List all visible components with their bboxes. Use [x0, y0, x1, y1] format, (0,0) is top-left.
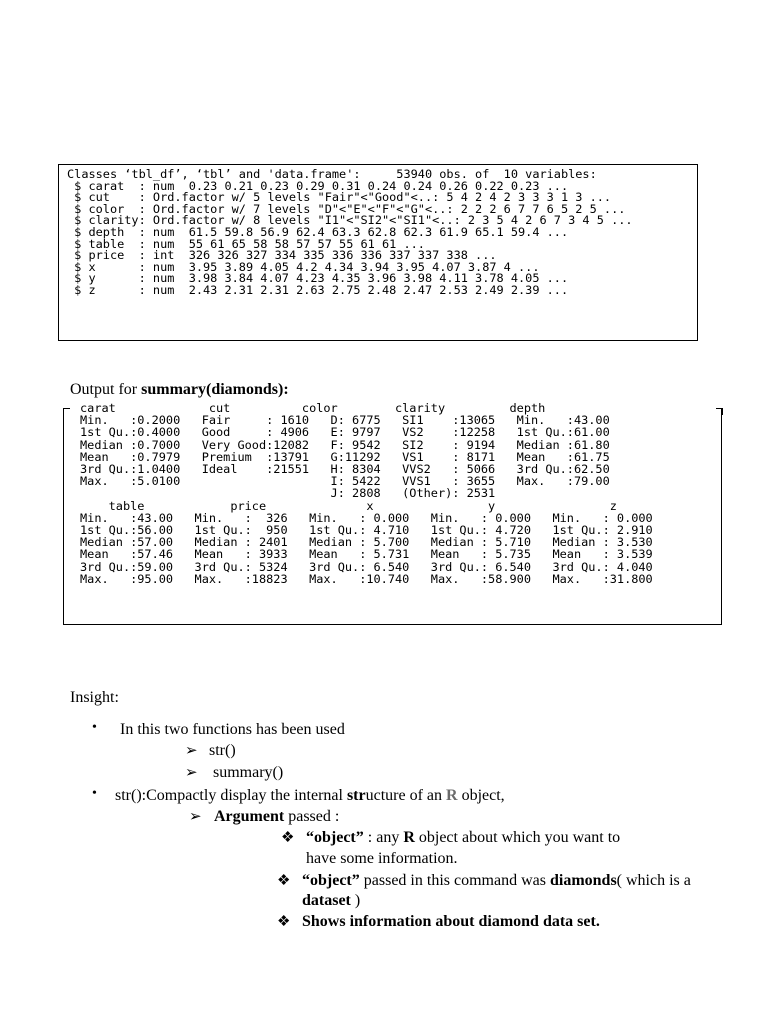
argument-passed	[214, 807, 339, 827]
object-desc-post: object about which you want to	[414, 829, 621, 846]
summary-output-line: Max. :95.00 Max. :18823 Max. :10.740 Max. :58.900 Max. :31.800	[80, 571, 653, 586]
r-bold: R	[403, 829, 415, 846]
function-str: str()	[209, 742, 236, 759]
bullet-icon: •	[92, 786, 97, 801]
r-language-label: R	[446, 787, 458, 804]
object-passed-mid: passed in this command was	[359, 872, 550, 889]
summary-output-line: table price x y z	[108, 498, 617, 513]
str-output-text	[59, 165, 697, 297]
function-summary: summary()	[213, 764, 284, 781]
arrow-bullet-icon: ➢	[185, 765, 198, 781]
argument-rest: passed :	[284, 808, 340, 825]
summary-output-box	[63, 401, 722, 625]
str-output-line: $ color : Ord.factor w/ 7 levels "D"<"E"<"F"<"G"<..: 2 2 2 6 7 7 6 5 2 5 ...	[74, 201, 626, 216]
summary-output-line: carat cut color clarity depth	[80, 401, 546, 415]
str-output-line: $ depth : num 61.5 59.8 56.9 62.4 63.3 62.8 62.3 61.9 65.1 59.4 ...	[74, 224, 569, 239]
summary-output-text	[64, 402, 721, 585]
str-output-line: $ carat : num 0.23 0.21 0.23 0.29 0.31 0.24 0.24 0.26 0.22 0.23 ...	[74, 178, 569, 193]
str-output-box	[58, 164, 698, 341]
bullet-str-description	[115, 786, 505, 806]
object-passed-line1	[302, 871, 691, 891]
str-desc-bold: str	[346, 787, 366, 804]
diamond-bullet-icon: ❖	[277, 914, 291, 930]
arrow-bullet-icon: ➢	[185, 743, 198, 759]
summary-title-bold: summary(diamonds):	[141, 381, 289, 398]
str-output-line: $ cut : Ord.factor w/ 5 levels "Fair"<"Good"<..: 5 4 2 4 2 3 3 3 1 3 ...	[74, 190, 612, 205]
summary-output-line: 1st Qu.:0.4000 Good : 4906 E: 9797 VS2 :12258 1st Qu.:61.00	[80, 425, 610, 440]
insight-heading: Insight:	[70, 689, 119, 706]
object-description-line1	[306, 828, 620, 848]
str-desc-prefix: str():Compactly display the internal	[115, 787, 347, 804]
object-desc-pre: : any	[363, 829, 404, 846]
argument-bold: Argument	[214, 808, 285, 825]
summary-output-line: 3rd Qu.:59.00 3rd Qu.: 5324 3rd Qu.: 6.540 3rd Qu.: 6.540 3rd Qu.: 4.040	[80, 559, 653, 574]
bullet-icon: •	[92, 720, 97, 735]
object-description-line2: have some information.	[306, 850, 458, 867]
summary-output-line: Median :0.7000 Very Good:12082 F: 9542 SI2 : 9194 Median :61.80	[80, 437, 610, 452]
summary-output-line: Min. :43.00 Min. : 326 Min. : 0.000 Min. : 0.000 Min. : 0.000	[80, 510, 653, 525]
dataset-rest: )	[350, 892, 361, 909]
str-output-line: $ x : num 3.95 3.89 4.05 4.2 4.34 3.94 3.95 4.07 3.87 4 ...	[74, 259, 540, 274]
str-desc-mid: ucture of an	[365, 787, 447, 804]
object-quote: “object”	[306, 829, 364, 846]
arrow-bullet-icon: ➢	[189, 809, 202, 825]
summary-output-line: Max. :5.0100 I: 5422 VVS1 : 3655 Max. :79.00	[80, 474, 610, 489]
summary-output-line: J: 2808 (Other): 2531	[330, 486, 496, 501]
diamonds-bold: diamonds	[549, 872, 617, 889]
dataset-bold: dataset	[302, 892, 351, 909]
object-quote: “object”	[302, 872, 360, 889]
object-passed-line2	[302, 891, 360, 911]
diamond-bullet-icon: ❖	[277, 873, 291, 889]
str-output-line: Classes ‘tbl_df’, ‘tbl’ and 'data.frame': 53940 obs. of 10 variables:	[67, 167, 597, 181]
str-desc-suffix: object,	[457, 787, 505, 804]
str-output-line: $ z : num 2.43 2.31 2.31 2.63 2.75 2.48 2.47 2.53 2.49 2.39 ...	[67, 282, 569, 297]
str-output-line: $ price : int 326 326 327 334 335 336 336 337 337 338 ...	[74, 248, 497, 263]
diamond-bullet-icon: ❖	[281, 830, 295, 846]
summary-title-prefix: Output for	[70, 381, 142, 398]
object-passed-post: ( which is a	[616, 872, 691, 889]
summary-output-line: 3rd Qu.:1.0400 Ideal :21551 H: 8304 VVS2 : 5066 3rd Qu.:62.50	[80, 462, 610, 477]
shows-info-text: Shows information about diamond data set.	[302, 913, 600, 930]
str-output-line: $ table : num 55 61 65 58 58 57 57 55 61 61 ...	[74, 236, 425, 251]
bullet-functions-used: In this two functions has been used	[120, 721, 345, 738]
summary-title	[70, 381, 289, 399]
summary-output-line: Median :57.00 Median : 2401 Median : 5.700 Median : 5.710 Median : 3.530	[80, 535, 653, 550]
str-output-line: $ y : num 3.98 3.84 4.07 4.23 4.35 3.96 3.98 4.11 3.78 4.05 ...	[74, 271, 569, 286]
str-output-line: $ clarity: Ord.factor w/ 8 levels "I1"<"SI2"<"SI1"<..: 2 3 5 4 2 6 7 3 4 5 ...	[74, 213, 633, 228]
summary-output-line: 1st Qu.:56.00 1st Qu.: 950 1st Qu.: 4.710 1st Qu.: 4.720 1st Qu.: 2.910	[80, 523, 653, 538]
summary-output-line: Mean :57.46 Mean : 3933 Mean : 5.731 Mean : 5.735 Mean : 3.539	[80, 547, 653, 562]
summary-output-line: Mean :0.7979 Premium :13791 G:11292 VS1 : 8171 Mean :61.75	[80, 449, 610, 464]
summary-output-line: Min. :0.2000 Fair : 1610 D: 6775 SI1 :13065 Min. :43.00	[80, 413, 610, 428]
